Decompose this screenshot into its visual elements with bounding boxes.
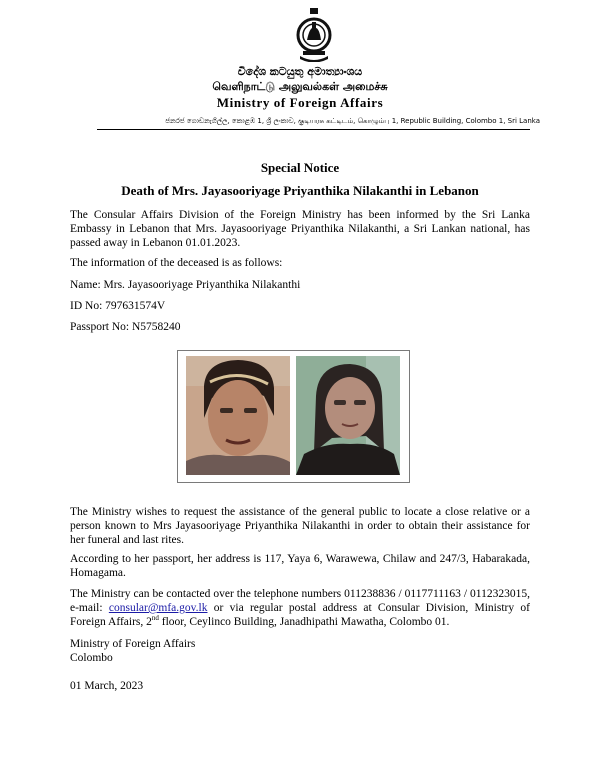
ministry-name-tamil: வெளிநாட்டு அலுவல்கள் அமைச்சு: [212, 80, 388, 93]
deceased-passport: Passport No: N5758240: [70, 321, 181, 333]
intro-paragraph: The Consular Affairs Division of the Foreign Ministry has been informed by the Sri Lanka Embassy in Lebanon that Mrs. Jayasooriyage Priyanthika Nilakanthi, a Sri Lankan national, has passed away in Lebanon 01.01.2023.: [70, 209, 530, 249]
deceased-photos: [177, 350, 410, 483]
floor-ordinal: nd: [151, 614, 159, 623]
deceased-photo-2: [296, 356, 400, 475]
deceased-photo-1: [186, 356, 290, 475]
notice-title: Special Notice: [260, 160, 340, 175]
deceased-name: Name: Mrs. Jayasooriyage Priyanthika Nilakanthi: [70, 279, 301, 291]
letterhead-address: ජනරජ ගොඩනැගිල්ල, කොළඹ 1, ශ්‍රී ලංකාව, குடியரசு கட்டிடம், கொழும்பு 1, Republic Building, Colombo 1, Sri Lanka: [165, 117, 540, 125]
info-lead: The information of the deceased is as follows:: [70, 257, 283, 269]
sri-lanka-emblem-icon: [296, 8, 332, 62]
signature-city: Colombo: [70, 652, 113, 664]
contact-paragraph: [70, 587, 530, 629]
ministry-name-english: Ministry of Foreign Affairs: [216, 95, 384, 110]
notice-subtitle: Death of Mrs. Jayasooriyage Priyanthika Nilakanthi in Lebanon: [121, 183, 479, 198]
ministry-name-sinhala: විදේශ කටයුතු අමාත්‍යාංශය: [237, 65, 363, 78]
deceased-id: ID No: 797631574V: [70, 300, 166, 312]
request-paragraph: The Ministry wishes to request the assistance of the general public to locate a close relative or a person known to Mrs Jayasooriyage Priyanthika Nilakanthi in order to obtain their assistance for her funeral and last rites.: [70, 506, 530, 546]
contact-text-1: The Ministry can be contacted over the telephone numbers 011238836 / 0117711163 / 0112323015, e-mail:: [70, 588, 530, 614]
contact-text-2: or via regular postal address at Consular Division, Ministry of Foreign Affairs, 2: [70, 602, 530, 628]
signature-org: Ministry of Foreign Affairs: [70, 638, 196, 650]
contact-email-link[interactable]: consular@mfa.gov.lk: [108, 602, 208, 614]
contact-text-3: floor, Ceylinco Building, Janadhipathi Mawatha, Colombo 01.: [158, 616, 450, 628]
address-paragraph: According to her passport, her address is 117, Yaya 6, Warawewa, Chilaw and 247/3, Habarakada, Homagama.: [70, 553, 530, 579]
letterhead-divider: [97, 129, 530, 130]
notice-date: 01 March, 2023: [70, 680, 144, 692]
